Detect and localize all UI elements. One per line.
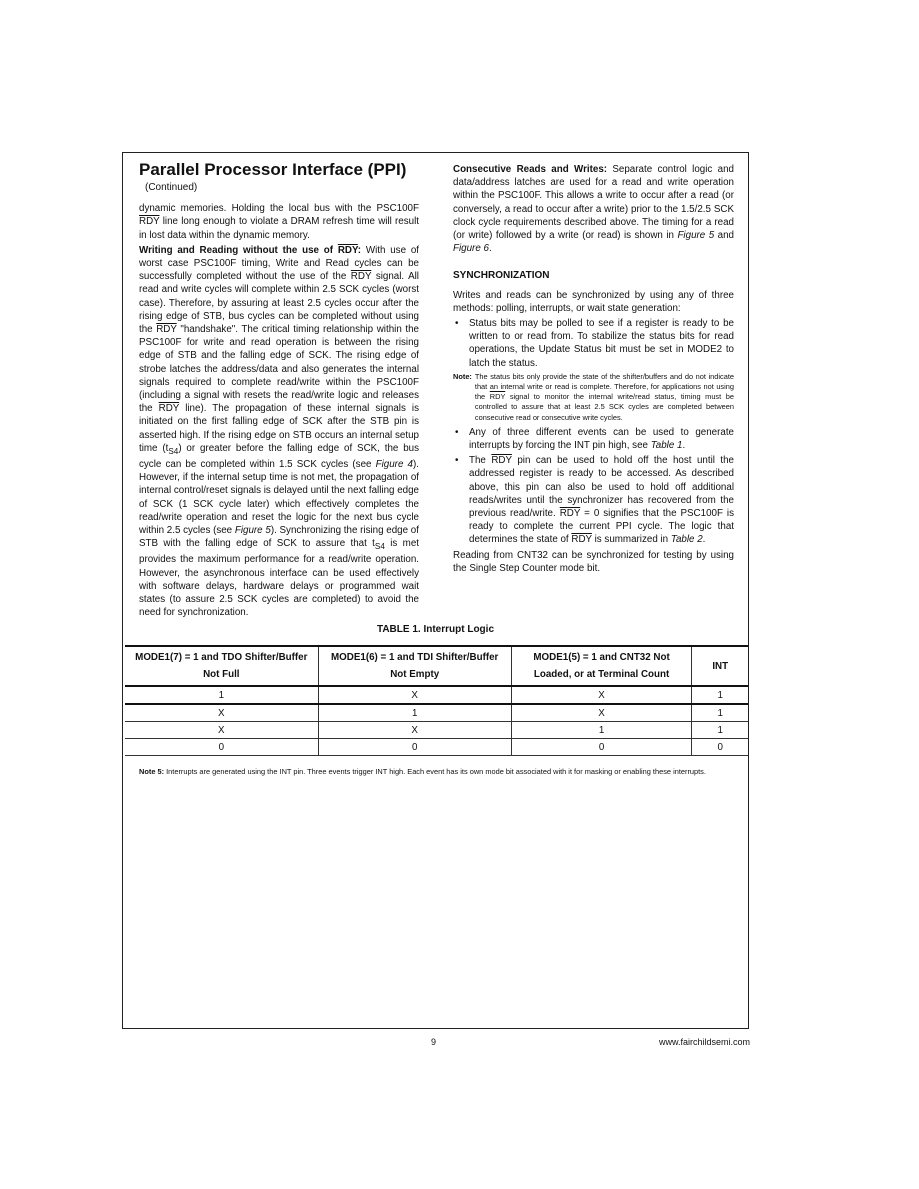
footer-url-link[interactable]: www.fairchildsemi.com: [659, 1037, 751, 1047]
sync-method-list-continued: [453, 426, 734, 547]
table-cell: X: [318, 686, 511, 704]
table-cell: X: [511, 686, 692, 704]
paragraph-cnt32: Reading from CNT32 can be synchronized for testing by using the Single Step Counter mode bit.: [453, 549, 734, 574]
footnote-label: Note 5:: [139, 767, 165, 776]
note-label: Note:: [453, 371, 472, 381]
paragraph-writing-reading: Writing and Reading without the use of $\overline{RDY}$: With use of worst case PSC100F timing, Write and Read cycles can be successfully completed without the use of the $\overline{RDY}$ signal. All read and write cycles will complete within 2.5 SCK cycles (worst case). Therefore, by assuring at least 2.5 cycles occur after the rising edge of STB, bus cycles can be completed without using the $\overline{RDY}$ "handshake". The critical timing relationship within the PSC100F for write and read operation is between the rising edge of STB and the falling edge of SCK. The rising edge of strobe latches the address/data and also generates the internal signals required to complete read/write within the PSC100F (including a signal with resets the read/write logic and releases the $\overline{RDY}$ line). The propagation of these internal signals is initiated on the first falling edge of SCK after the STB pin is asserted high. If the rising edge on STB occurs an internal setup time $(t_{S4})$ or greater before the falling edge of SCK, the bus cycle can be completed within 1.5 SCK cycles (see Figure 4). However, if the internal setup time is not met, the propagation of internal control/reset signals is delayed until the next falling edge of SCK (1 SCK cycle later) which effectively completes the read/write operation and reset the logic for the next bus cycle within 2.5 cycles (see Figure 5). Synchronizing the rising edge of STB with the falling edge of SCK to assure that $t_{S4}$ is met provides the maximum performance for a read/write operation. However, the asynchronous interface can be used effectively with software delays, hardware delays or programmed wait states (to assure 2.5 SCK cycles are completed) to avoid the need for synchronization.: [139, 244, 419, 619]
footnote-text: Interrupts are generated using the INT pin. Three events trigger INT high. Each event has its own mode bit associated with it for masking or enabling these interrupts.: [164, 767, 706, 776]
sync-method-list: [453, 317, 734, 370]
header-mode1-5: MODE1(5) = 1 and CNT32 Not Loaded, or at Terminal Count: [511, 646, 692, 686]
figure-6-ref[interactable]: Figure 6: [453, 243, 489, 255]
table-cell: 1: [692, 686, 748, 704]
header-mode1-6: MODE1(6) = 1 and TDI Shifter/Buffer Not Empty: [318, 646, 511, 686]
right-column: [453, 163, 734, 577]
table-cell: X: [125, 704, 318, 722]
figure-4-ref[interactable]: Figure 4: [375, 459, 413, 471]
table-cell: 0: [125, 739, 318, 756]
heading-writing-reading: Writing and Reading without the use of $\overline{RDY}$:: [139, 244, 362, 256]
table-cell: 0: [511, 739, 692, 756]
rdy-signal: $\overline{RDY}$: [139, 216, 160, 228]
header-int: INT: [692, 646, 748, 686]
left-column: [139, 160, 419, 621]
table-cell: 0: [692, 739, 748, 756]
table-cell: 1: [692, 704, 748, 722]
paragraph-dynamic-memories: dynamic memories. Holding the local bus with the PSC100F $\overline{RDY}$ line long enough to violate a DRAM refresh time will result in lost data within the dynamic memory.: [139, 203, 419, 241]
table-cell: 1: [511, 722, 692, 739]
interrupt-logic-table: [125, 645, 748, 756]
heading-consecutive: Consecutive Reads and Writes:: [453, 164, 608, 175]
table-cell: X: [511, 704, 692, 722]
paragraph-consecutive: Consecutive Reads and Writes: Separate control logic and data/address latches are used for a read and write operation within the PSC100F. This allows a write to occur after a read (or conversely, a read to occur after a write) prior to the 1.5/2.5 SCK clock cycle requirements described above. The timing for a read (or write) followed by a write (or read) is shown in Figure 5 and Figure 6.: [453, 164, 734, 255]
page-subtitle: (Continued): [145, 182, 198, 193]
table-header-row: [125, 646, 748, 686]
note-text: The status bits only provide the state of the shifter/buffers and do not indicate that an internal write or read is complete. Therefore, for applications not using the $\overline{RDY}$ signal to monitor the internal write/read status, timing must be controlled to assure that at least 2.5 SCK cycles are completed between consecutive read or consecutive write cycles.: [474, 371, 734, 422]
list-item-rdy-pin: • The $\overline{RDY}$ pin can be used to hold off the host until the addressed register is ready to be accessed. As described above, this pin can also be used to hold off additional reads/writes until the synchronizer has recovered from the previous read/write. $\overline{RDY} = 0$ signifies that the PSC100F is ready to complete the current PPI cycle. The logic that determines the state of $\overline{RDY}$ is summarized in Table 2.: [453, 454, 734, 546]
table-title: TABLE 1. Interrupt Logic: [376, 624, 495, 635]
table-cell: 1: [692, 722, 748, 739]
list-item-polling: • Status bits may be polled to see if a register is ready to be written to or read from. To stabilize the status bits for read operations, the Update Status bit must be set in MODE2 to latch the status.: [453, 317, 734, 370]
page-number: 9: [431, 1037, 437, 1047]
table-cell: X: [318, 722, 511, 739]
paragraph-sync-intro: Writes and reads can be synchronized by using any of three methods: polling, interrupts, or wait state generation:: [453, 289, 734, 314]
header-mode1-7: MODE1(7) = 1 and TDO Shifter/Buffer Not Full: [125, 646, 318, 686]
table-cell: X: [125, 722, 318, 739]
table-row: [125, 739, 748, 756]
page-title: Parallel Processor Interface (PPI): [139, 160, 407, 179]
figure-5-ref[interactable]: Figure 5: [234, 525, 271, 537]
status-bits-note: [453, 372, 734, 423]
table-cell: 0: [318, 739, 511, 756]
table-1-ref[interactable]: Table 1: [650, 440, 683, 452]
table-footnote: [139, 767, 759, 777]
table-2-ref[interactable]: Table 2: [670, 534, 703, 546]
list-item-interrupts: • Any of three different events can be used to generate interrupts by forcing the INT pin high, see Table 1.: [453, 426, 734, 452]
table-row: [125, 704, 748, 722]
section-heading-synchronization: SYNCHRONIZATION: [453, 270, 550, 282]
figure-5-ref[interactable]: Figure 5: [677, 230, 715, 242]
table-row: [125, 722, 748, 739]
table-cell: 1: [318, 704, 511, 722]
table-cell: 1: [125, 686, 318, 704]
table-row: [125, 686, 748, 704]
